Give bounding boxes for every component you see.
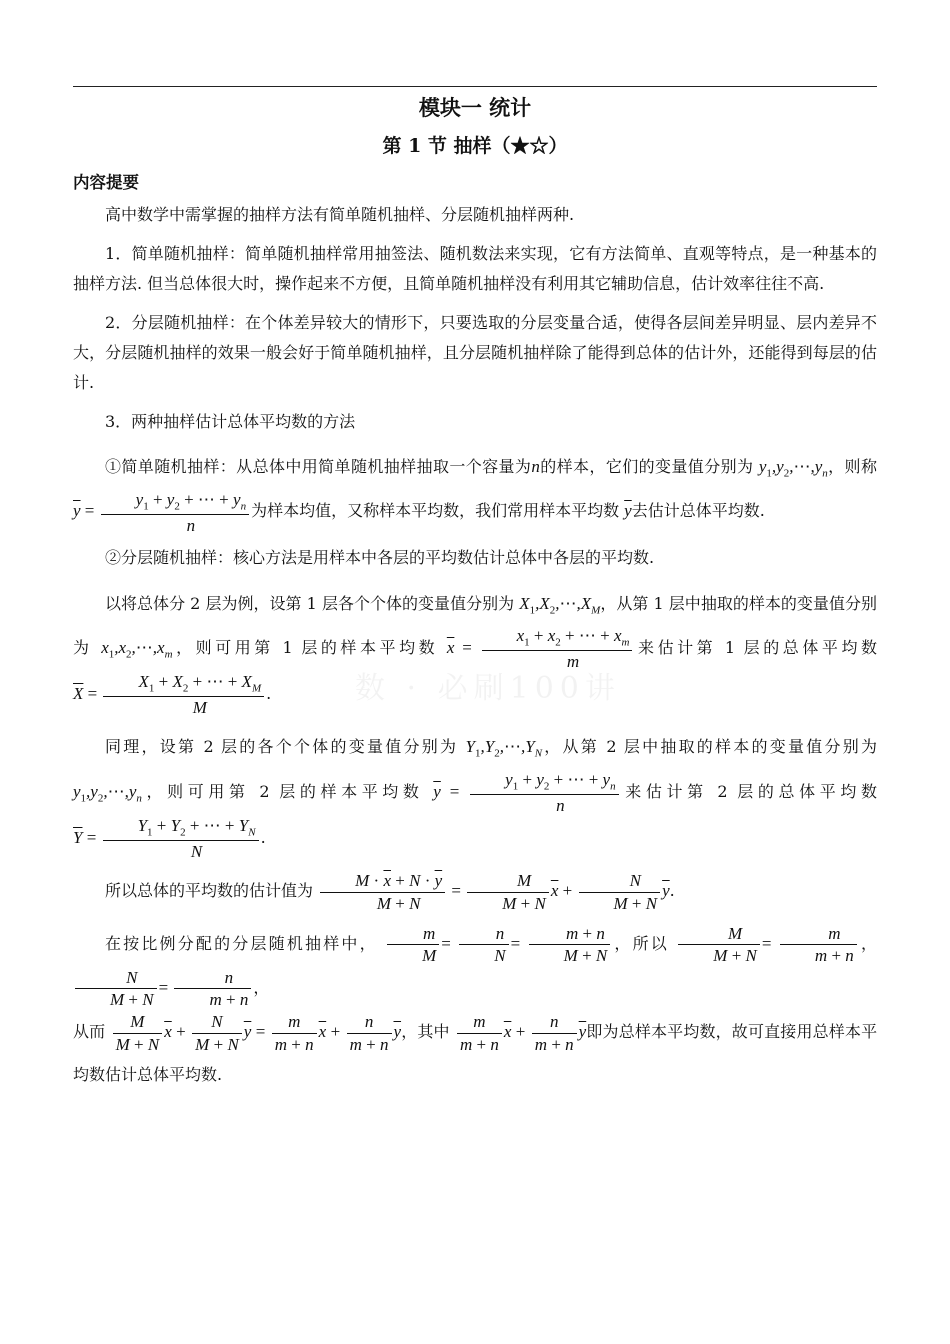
intro-paragraph: 高中数学中需掌握的抽样方法有简单随机抽样、分层随机抽样两种. [105, 205, 575, 225]
section-title: 第 1 节 抽样（★☆） [382, 135, 568, 157]
document-page [73, 86, 877, 1096]
paragraph-simple-sampling: 1．简单随机抽样：简单随机抽样常用抽签法、随机数法来实现，它有方法简单、直观等特点，是一种基本的抽样方法. 但当总体很大时，操作起来不方便，且简单随机抽样没有利用其它辅助信息，估计效率往往不高. [73, 243, 877, 294]
paragraph-layer-1: 以将总体分 2 层为例，设第 1 层各个个体的变量值分别为 $X_1,X_2,\cdots,X_M$，从第 1 层中抽取的样本的变量值分别为 $x_1,x_2,\cdots,x_m$，则可用第 1 层的样本平均数 $\overline{x}$ = $\frac{x_1 + x_2 + \cdots + x_m}{m}$ 来估计第 1 层的总体平均数 $\overline{X}$ = $\frac{X_1 + X_2 + \cdots + X_M}{M}$ . [73, 593, 877, 717]
paragraph-methods: 3．两种抽样估计总体平均数的方法 [105, 411, 356, 431]
watermark: 数 · 必刷100讲 [355, 671, 621, 706]
paragraph-layer-2: 同理，设第 2 层的各个个体的变量值分别为 $Y_1,Y_2,\cdots,Y_N$，从第 2 层中抽取的样本的变量值分别为 $y_1,y_2,\cdots,y_n$，则可用第 2 层的样本平均数 $\overline{y}$ = $\frac{y_1 + y_2 + \cdots + y_n}{n}$ 来估计第 2 层的总体平均数 $\overline{Y}$ = $\frac{Y_1 + Y_2 + \cdots + Y_N}{N}$ . [73, 737, 878, 861]
paragraph-stratified-sampling: 2．分层随机抽样：在个体差异较大的情形下，只要选取的分层变量合适，使得各层间差异明显、层内差异不大，分层随机抽样的效果一般会好于简单随机抽样，且分层随机抽样除了能得到总体的估计外，还能得到每层的估计. [73, 312, 877, 393]
paragraph-proportional: 在按比例分配的分层随机抽样中， $\frac{m}{M}$ = $\frac{n}{N}$ = $\frac{m + n}{M + N}$ ，所以 $\frac{M}{M + N}$ = $\frac{m}{m + n}$ ， $\frac{N}{M + N}$ = $\frac{n}{m + n}$ ， [73, 922, 877, 1010]
paragraph-stratified-core: ②分层随机抽样：核心方法是用样本中各层的平均数估计总体中各层的平均数. [105, 548, 655, 568]
module-title: 模块一 统计 [418, 95, 532, 120]
paragraph-conclusion: 从而 $\frac{M}{M + N}$ $\overline{x}$ + $\frac{N}{M + N}$ $\overline{y}$ = $\frac{m}{m + n}$ $\overline{x}$ + $\frac{n}{m + n}$ $\overline{y}$，其中 $\frac{m}{m + n}$ $\overline{x}$ + $\frac{n}{m + n}$ $\overline{y}$即为总样本平均数，故可直接用总样本平均数估计总体平均数. [73, 1012, 878, 1085]
paragraph-simple-mean: ①简单随机抽样：从总体中用简单随机抽样抽取一个容量为n的样本，它们的变量值分别为 $y_1,y_2,\cdots,y_n$，则称 $\overline{y}$ = $\frac{y_1 + y_2 + \cdots + y_n}{n}$ 为样本均值，又称样本平均数，我们常用样本平均数 $\overline{y}$去估计总体平均数. [73, 457, 877, 535]
content-heading: 内容提要 [73, 173, 139, 192]
paragraph-total-estimate: 所以总体的平均数的估计值为 $\frac{M \cdot \overline{x} + N \cdot \overline{y}}{M + N}$ = $\frac{M}{M + N}$ $\overline{x}$ + $\frac{N}{M + N}$ $\overline{y}$. [105, 871, 675, 913]
top-rule [73, 86, 877, 87]
